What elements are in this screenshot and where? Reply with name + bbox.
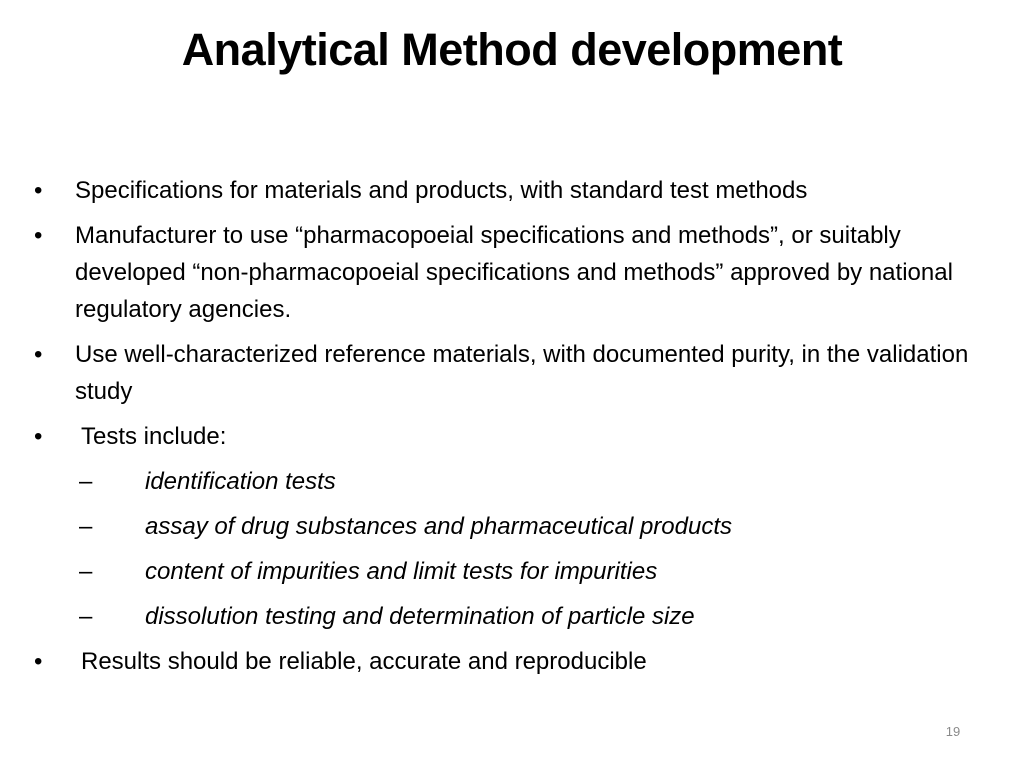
slide-body <box>34 172 994 688</box>
bullet-marker: • <box>34 222 43 249</box>
bullet-item <box>34 217 994 328</box>
page-number: 19 <box>945 724 961 739</box>
dash-marker: – <box>79 603 93 630</box>
dash-marker: – <box>79 558 93 585</box>
bullet-text: Results should be reliable, accurate and reproducible <box>81 648 647 675</box>
sub-bullet-text: assay of drug substances and pharmaceutical products <box>145 513 733 540</box>
bullet-marker: • <box>34 423 43 450</box>
bullet-item <box>34 172 994 209</box>
dash-marker: – <box>79 468 93 495</box>
sub-bullet-item <box>34 598 994 635</box>
bullet-item <box>34 336 994 410</box>
bullet-item <box>34 643 994 680</box>
bullet-text: Manufacturer to use “pharmacopoeial specifications and methods”, or suitably developed “non-pharmacopoeial specifications and methods” approved by national regulatory agencies. <box>75 222 953 323</box>
sub-bullet-text: dissolution testing and determination of particle size <box>145 603 695 630</box>
bullet-text: Tests include: <box>81 423 227 450</box>
bullet-marker: • <box>34 177 43 204</box>
sub-bullet-text: identification tests <box>145 468 336 495</box>
sub-bullet-text: content of impurities and limit tests for impurities <box>145 558 658 585</box>
bullet-item <box>34 418 994 455</box>
dash-marker: – <box>79 513 93 540</box>
sub-bullet-item <box>34 553 994 590</box>
bullet-text: Use well-characterized reference materials, with documented purity, in the validation study <box>75 341 969 405</box>
bullet-marker: • <box>34 341 43 368</box>
sub-bullet-item <box>34 463 994 500</box>
slide-title: Analytical Method development <box>181 24 843 75</box>
bullet-text: Specifications for materials and products, with standard test methods <box>75 177 808 204</box>
bullet-marker: • <box>34 648 43 675</box>
sub-bullet-item <box>34 508 994 545</box>
